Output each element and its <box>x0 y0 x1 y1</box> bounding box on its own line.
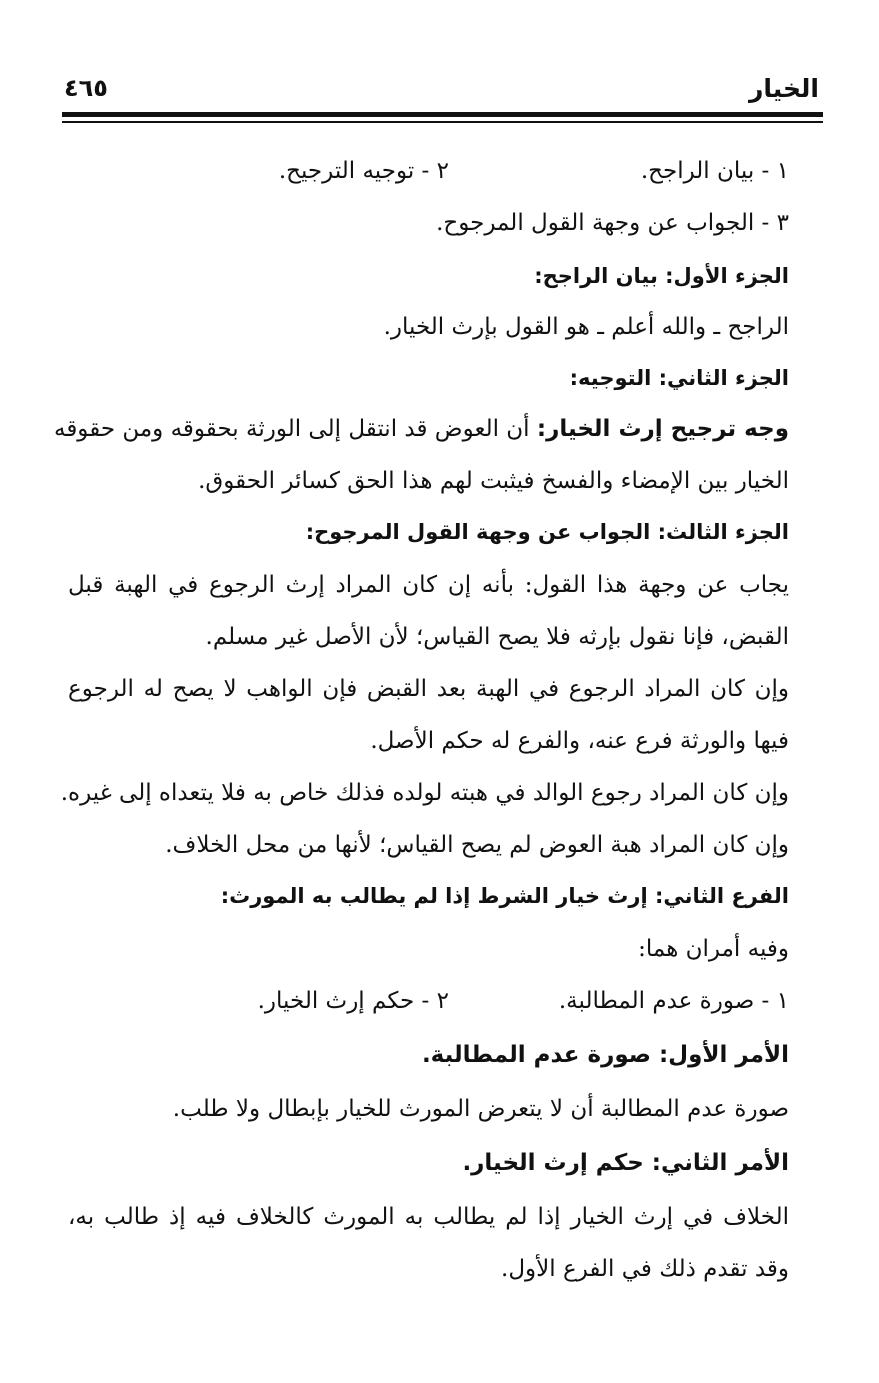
list-item: ١ - صورة عدم المطالبة. <box>558 988 789 1014</box>
section-heading: الأمر الثاني: حكم إرث الخيار. <box>462 1150 789 1176</box>
paragraph-line: يجاب عن وجهة هذا القول: بأنه إن كان المراد إرث الرجوع في الهبة قبل <box>68 572 789 598</box>
paragraph-line: وقد تقدم ذلك في الفرع الأول. <box>501 1256 789 1282</box>
paragraph-line: فيها والورثة فرع عنه، والفرع له حكم الأصل. <box>370 728 789 754</box>
section-heading: الجزء الثاني: التوجيه: <box>569 366 789 390</box>
lead-phrase: وجه ترجيح إرث الخيار: <box>536 416 789 442</box>
paragraph-line: الراجح ـ والله أعلم ـ هو القول بإرث الخيار. <box>383 314 789 340</box>
running-header-title: الخيار <box>749 74 819 103</box>
list-item: ٣ - الجواب عن وجهة القول المرجوح. <box>436 210 789 236</box>
paragraph-line: وإن كان المراد الرجوع في الهبة بعد القبض فإن الواهب لا يصح له الرجوع <box>68 676 789 702</box>
section-heading: الفرع الثاني: إرث خيار الشرط إذا لم يطالب به المورث: <box>220 884 789 908</box>
paragraph-line: وإن كان المراد رجوع الوالد في هبته لولده فذلك خاص به فلا يتعداه إلى غيره. <box>60 780 789 806</box>
paragraph-line: وإن كان المراد هبة العوض لم يصح القياس؛ لأنها من محل الخلاف. <box>165 832 789 858</box>
paragraph-text: أن العوض قد انتقل إلى الورثة بحقوقه ومن حقوقه <box>53 416 530 442</box>
list-item: ٢ - توجيه الترجيح. <box>278 158 449 184</box>
paragraph-line <box>53 416 789 442</box>
paragraph-line: الخيار بين الإمضاء والفسخ فيثبت لهم هذا الحق كسائر الحقوق. <box>198 468 789 494</box>
section-heading: الجزء الثالث: الجواب عن وجهة القول المرجوح: <box>305 520 789 544</box>
list-item: ٢ - حكم إرث الخيار. <box>257 988 449 1014</box>
paragraph-line: صورة عدم المطالبة أن لا يتعرض المورث للخيار بإبطال ولا طلب. <box>172 1096 789 1122</box>
header-rule-thick <box>62 112 823 117</box>
section-heading: الأمر الأول: صورة عدم المطالبة. <box>421 1042 789 1068</box>
header-rule-thin <box>62 121 823 123</box>
paragraph-line: الخلاف في إرث الخيار إذا لم يطالب به المورث كالخلاف فيه إذ طالب به، <box>68 1204 789 1230</box>
paragraph-line: القبض، فإنا نقول بإرثه فلا يصح القياس؛ لأن الأصل غير مسلم. <box>205 624 789 650</box>
page-number: ٤٦٥ <box>64 74 108 102</box>
paragraph-line: وفيه أمران هما: <box>638 936 789 962</box>
section-heading: الجزء الأول: بيان الراجح: <box>534 264 789 288</box>
list-item: ١ - بيان الراجح. <box>640 158 789 184</box>
